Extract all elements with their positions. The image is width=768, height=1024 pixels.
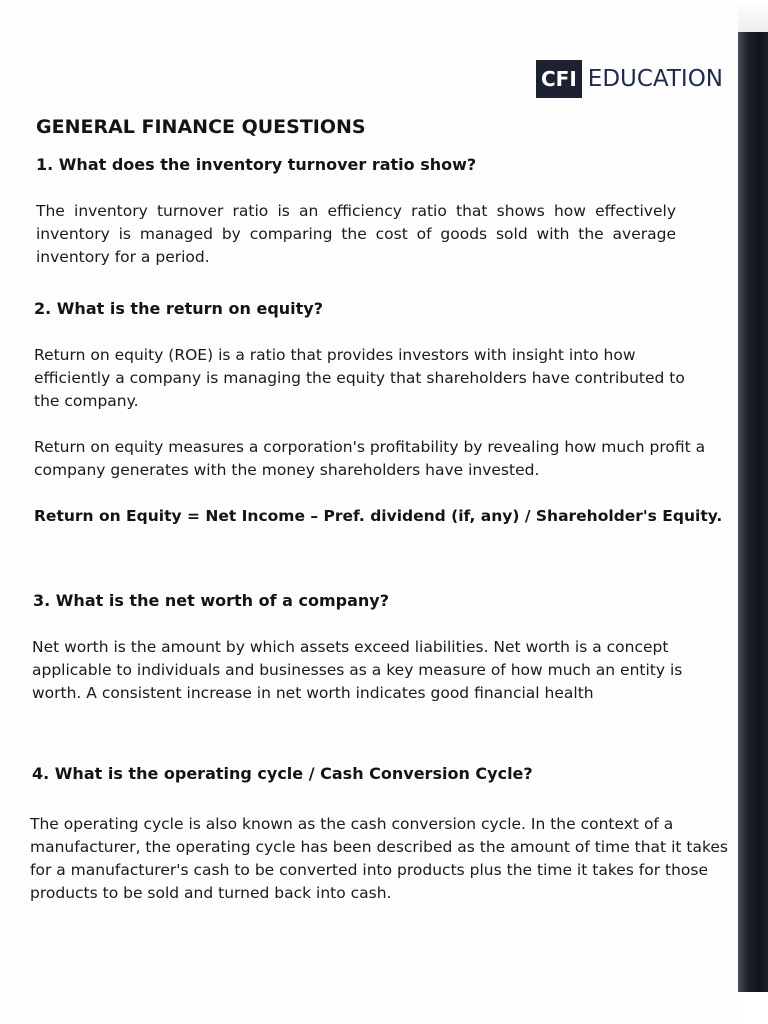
- cfi-education-logo: [536, 60, 723, 98]
- page-edge-top: [738, 0, 768, 32]
- answer-4-paragraph: The operating cycle is also known as the cash conversion cycle. In the context of a manufacturer, the operating cycle has been described as the amount of time that it takes for a manufacturer's cash to be converted into products plus the time it takes for those products to be sold and turned back into cash.: [30, 815, 728, 902]
- answer-3-paragraph: Net worth is the amount by which assets exceed liabilities. Net worth is a concept applicable to individuals and businesses as a key measure of how much an entity is worth. A consistent increase in net worth indicates good financial health: [32, 638, 683, 702]
- logo-wordmark: EDUCATION: [587, 66, 724, 92]
- roe-formula: Return on Equity = Net Income – Pref. dividend (if, any) / Shareholder's Equity.: [34, 507, 723, 525]
- answer-1-paragraph: The inventory turnover ratio is an efficiency ratio that shows how effectively inventory is managed by comparing the cost of goods sold with the average inventory for a period.: [36, 202, 676, 266]
- logo-mark: CFI: [536, 60, 582, 98]
- question-4: 4. What is the operating cycle / Cash Conversion Cycle?: [32, 764, 533, 783]
- answer-2-paragraph-2: Return on equity measures a corporation's profitability by revealing how much profit a company generates with the money shareholders have invested.: [34, 438, 706, 479]
- answer-2-paragraph-1: Return on equity (ROE) is a ratio that provides investors with insight into how efficiently a company is managing the equity that shareholders have contributed to the company.: [34, 346, 685, 410]
- question-2: 2. What is the return on equity?: [34, 299, 323, 318]
- page-edge-bottom: [738, 992, 768, 1024]
- question-1: 1. What does the inventory turnover ratio show?: [36, 155, 477, 174]
- question-3: 3. What is the net worth of a company?: [33, 591, 389, 610]
- page-title: GENERAL FINANCE QUESTIONS: [36, 116, 366, 138]
- page-edge-shadow: [738, 32, 768, 992]
